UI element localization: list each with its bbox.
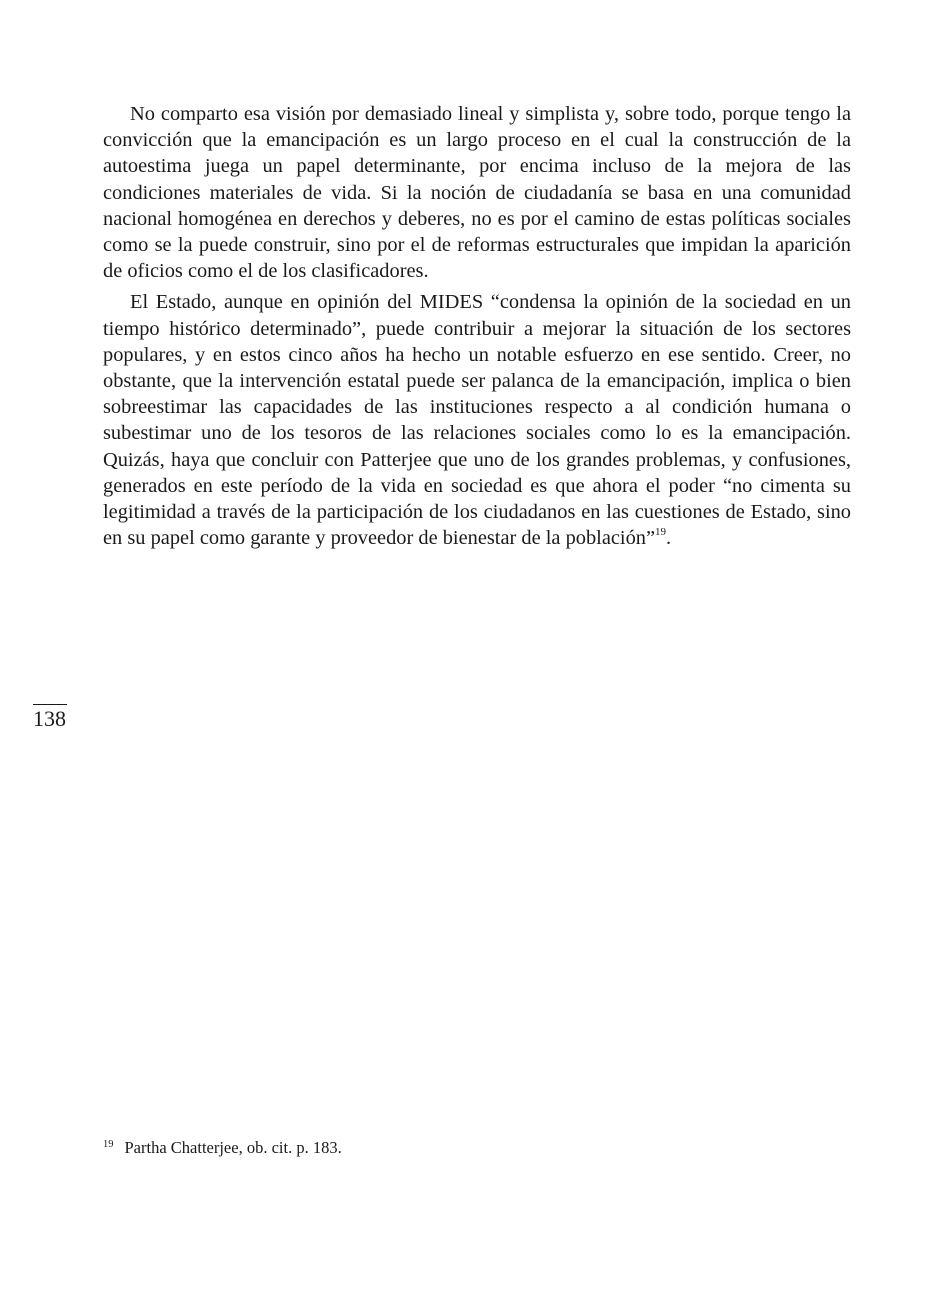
- body-text: [103, 101, 851, 551]
- paragraph-2-end: .: [666, 527, 672, 550]
- paragraph-2: [103, 289, 851, 551]
- paragraph-2-text: El Estado, aunque en opinión del MIDES “condensa la opinión de la sociedad en un tiempo histórico determinado”, puede contribuir a mejorar la situación de los sectores populares, y en estos cinco años ha hecho un notable esfuerzo en ese sentido. Creer, no obstante, que la intervención estatal puede ser palanca de la emancipación, implica o bien sobreestimar las capacidades de las instituciones respecto a al condición humana o subestimar uno de los tesoros de las relaciones sociales como lo es la emancipación. Quizás, haya que concluir con Patterjee que uno de los grandes problemas, y confusiones, generados en este período de la vida en sociedad es que ahora el poder “no cimenta su legitimidad a través de la participación de los ciudadanos en las cuestiones de Estado, sino en su papel como garante y proveedor de bienestar de la población”: [103, 291, 851, 550]
- footnote: [103, 1137, 342, 1159]
- paragraph-1: No comparto esa visión por demasiado lineal y simplista y, sobre todo, porque tengo la convicción que la emancipación es un largo proceso en el cual la construcción de la autoestima juega un papel determinante, por encima incluso de la mejora de las condiciones materiales de vida. Si la noción de ciudadanía se basa en una comunidad nacional homogénea en derechos y deberes, no es por el camino de estas políticas sociales como se la puede construir, sino por el de reformas estructurales que impidan la aparición de oficios como el de los clasificadores.: [103, 103, 851, 283]
- page-number: 138: [33, 706, 66, 731]
- footnote-reference[interactable]: 19: [655, 526, 667, 539]
- page-number-rule: [33, 704, 67, 705]
- footnote-text: Partha Chatterjee, ob. cit. p. 183.: [124, 1138, 342, 1157]
- footnote-marker: 19: [103, 1138, 114, 1150]
